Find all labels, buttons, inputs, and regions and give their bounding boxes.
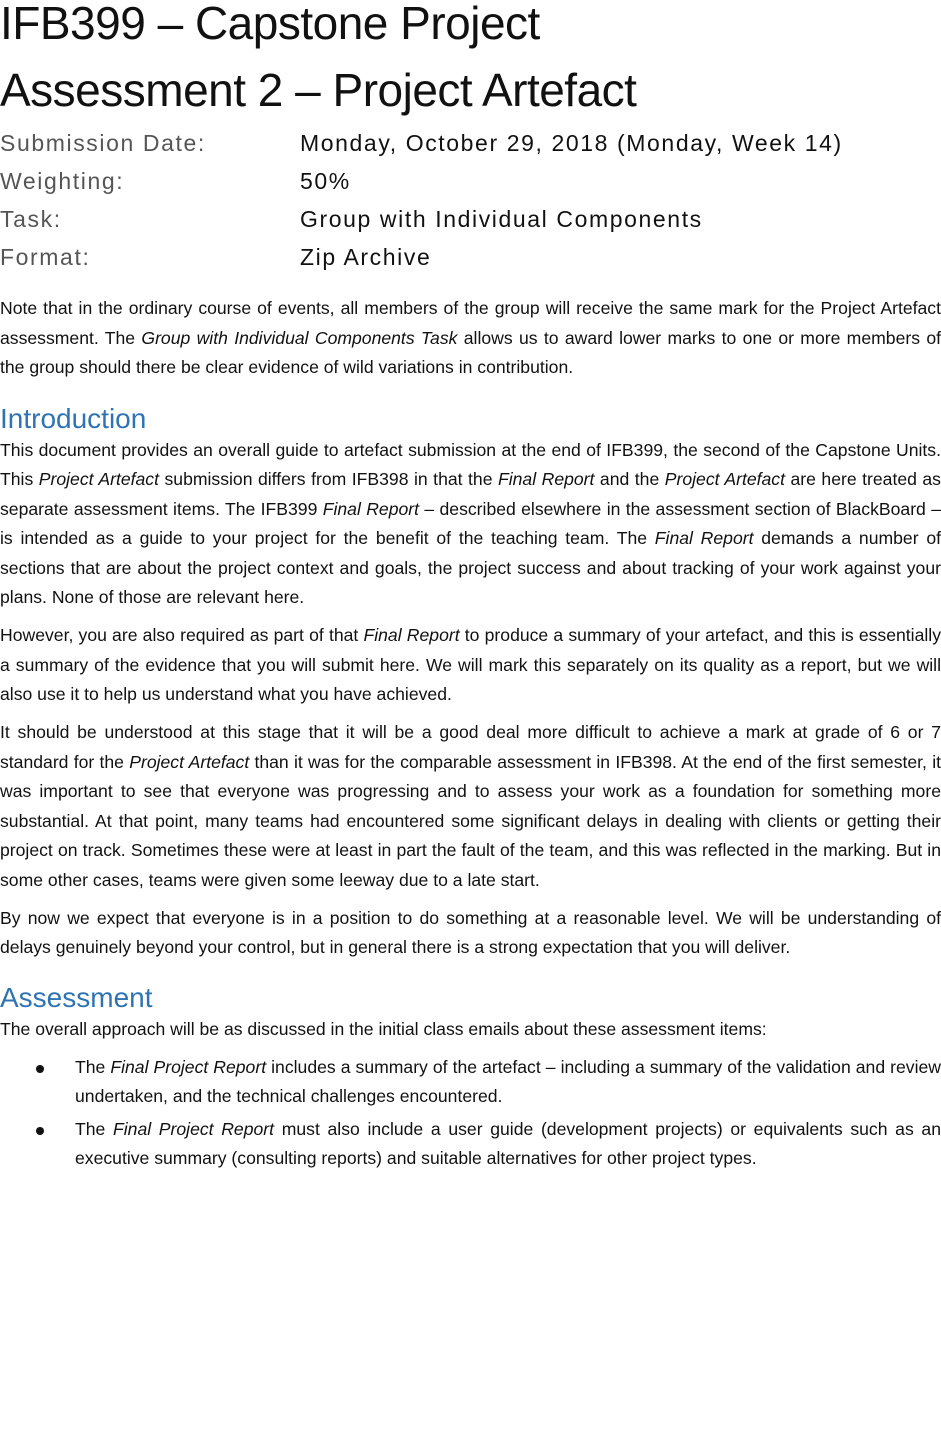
intro-paragraph-1: [0, 436, 941, 613]
text-run-italic: Final Report: [654, 528, 754, 548]
meta-label: Weighting:: [0, 167, 125, 194]
text-run: The: [75, 1056, 111, 1077]
meta-value: Monday, October 29, 2018 (Monday, Week 14): [300, 129, 843, 156]
intro-paragraph-3: [0, 718, 941, 895]
text-run: It should be understood at this stage that it will be a good deal more difficult to achieve a mark at grade of 6 or 7 standard for the: [0, 722, 941, 772]
document-title-line1: IFB399 – Capstone Project: [0, 0, 540, 49]
text-run-italic: Final Project Report: [110, 1056, 267, 1077]
section-heading-assessment: Assessment: [0, 981, 153, 1013]
text-run: includes a summary of the artefact – including a summary of the validation and review undertaken, and the technical challenges encountered.: [75, 1056, 941, 1106]
text-run-italic: Project Artefact: [664, 469, 785, 489]
meta-value: Zip Archive: [300, 243, 432, 270]
bullet-icon: [36, 1127, 44, 1135]
assessment-meta-table: [0, 124, 941, 276]
text-run: are here treated as separate assessment items. The IFB399: [0, 469, 941, 519]
meta-row-submission-date: [0, 124, 941, 162]
intro-paragraph-2: [0, 621, 941, 710]
meta-value: 50%: [300, 167, 351, 194]
text-run-italic: Final Report: [363, 625, 460, 645]
list-item: [0, 1053, 941, 1112]
text-run: The: [75, 1118, 113, 1139]
meta-label: Task:: [0, 205, 62, 232]
text-run-italic: Project Artefact: [129, 751, 250, 772]
text-run: allows us to award lower marks to one or more members of the group should there be clear evidence of wild variations in contribution.: [0, 327, 941, 377]
meta-row-task: [0, 200, 941, 238]
note-paragraph: [0, 294, 941, 383]
assessment-bullet-list: [0, 1053, 941, 1174]
meta-row-weighting: [0, 162, 941, 200]
section-heading-introduction: Introduction: [0, 402, 147, 434]
bullet-icon: [36, 1065, 44, 1073]
text-run-italic: Final Report: [322, 498, 420, 519]
text-run: However, you are also required as part of that: [0, 625, 364, 645]
text-run-italic: Project Artefact: [38, 469, 159, 489]
text-run: than it was for the comparable assessment in IFB398. At the end of the first semester, it was important to see that everyone was progressing and to assess your work as a foundation for something more substantial. At that point, many teams had encountered some significant delays in dealing with clients or getting their project on track. Sometimes these were at least in part the fault of the team, and this was reflected in the marking. But in some other cases, teams were given some leeway due to a late start.: [0, 751, 941, 890]
text-run-italic: Final Report: [497, 469, 595, 489]
document-title-line2: Assessment 2 – Project Artefact: [0, 64, 637, 116]
meta-label: Format:: [0, 243, 91, 270]
text-run: submission differs from IFB398 in that the: [158, 469, 498, 489]
meta-row-format: [0, 238, 941, 276]
text-run: This document provides an overall guide to artefact submission at the end of IFB399, the second of the Capstone Units. This: [0, 439, 941, 489]
meta-value: Group with Individual Components: [300, 205, 703, 232]
text-run: must also include a user guide (development projects) or equivalents such as an executive summary (consulting reports) and suitable alternatives for other project types.: [75, 1118, 941, 1168]
list-item: [0, 1115, 941, 1174]
text-run: Note that in the ordinary course of events, all members of the group will receive the same mark for the Project Artefact assessment. The: [0, 298, 941, 348]
intro-paragraph-4: By now we expect that everyone is in a position to do something at a reasonable level. We will be understanding of delays genuinely beyond your control, but in general there is a strong expectation that you will deliver.: [0, 907, 941, 957]
text-run-italic: Group with Individual Components Task: [141, 327, 458, 348]
text-run: demands a number of sections that are about the project context and goals, the project success and about tracking of your work against your plans. None of those are relevant here.: [0, 528, 941, 607]
text-run: to produce a summary of your artefact, and this is essentially a summary of the evidence that you will submit here. We will mark this separately on its quality as a report, but we will also use it to help us understand what you have achieved.: [0, 625, 941, 704]
text-run: – described elsewhere in the assessment section of BlackBoard – is intended as a guide to your project for the benefit of the teaching team. The: [0, 498, 941, 548]
text-run-italic: Final Project Report: [113, 1118, 275, 1139]
text-run: and the: [594, 469, 665, 489]
assessment-intro-paragraph: The overall approach will be as discussed in the initial class emails about these assessment items:: [0, 1018, 767, 1039]
document-body: [0, 294, 941, 1177]
meta-label: Submission Date:: [0, 129, 206, 156]
